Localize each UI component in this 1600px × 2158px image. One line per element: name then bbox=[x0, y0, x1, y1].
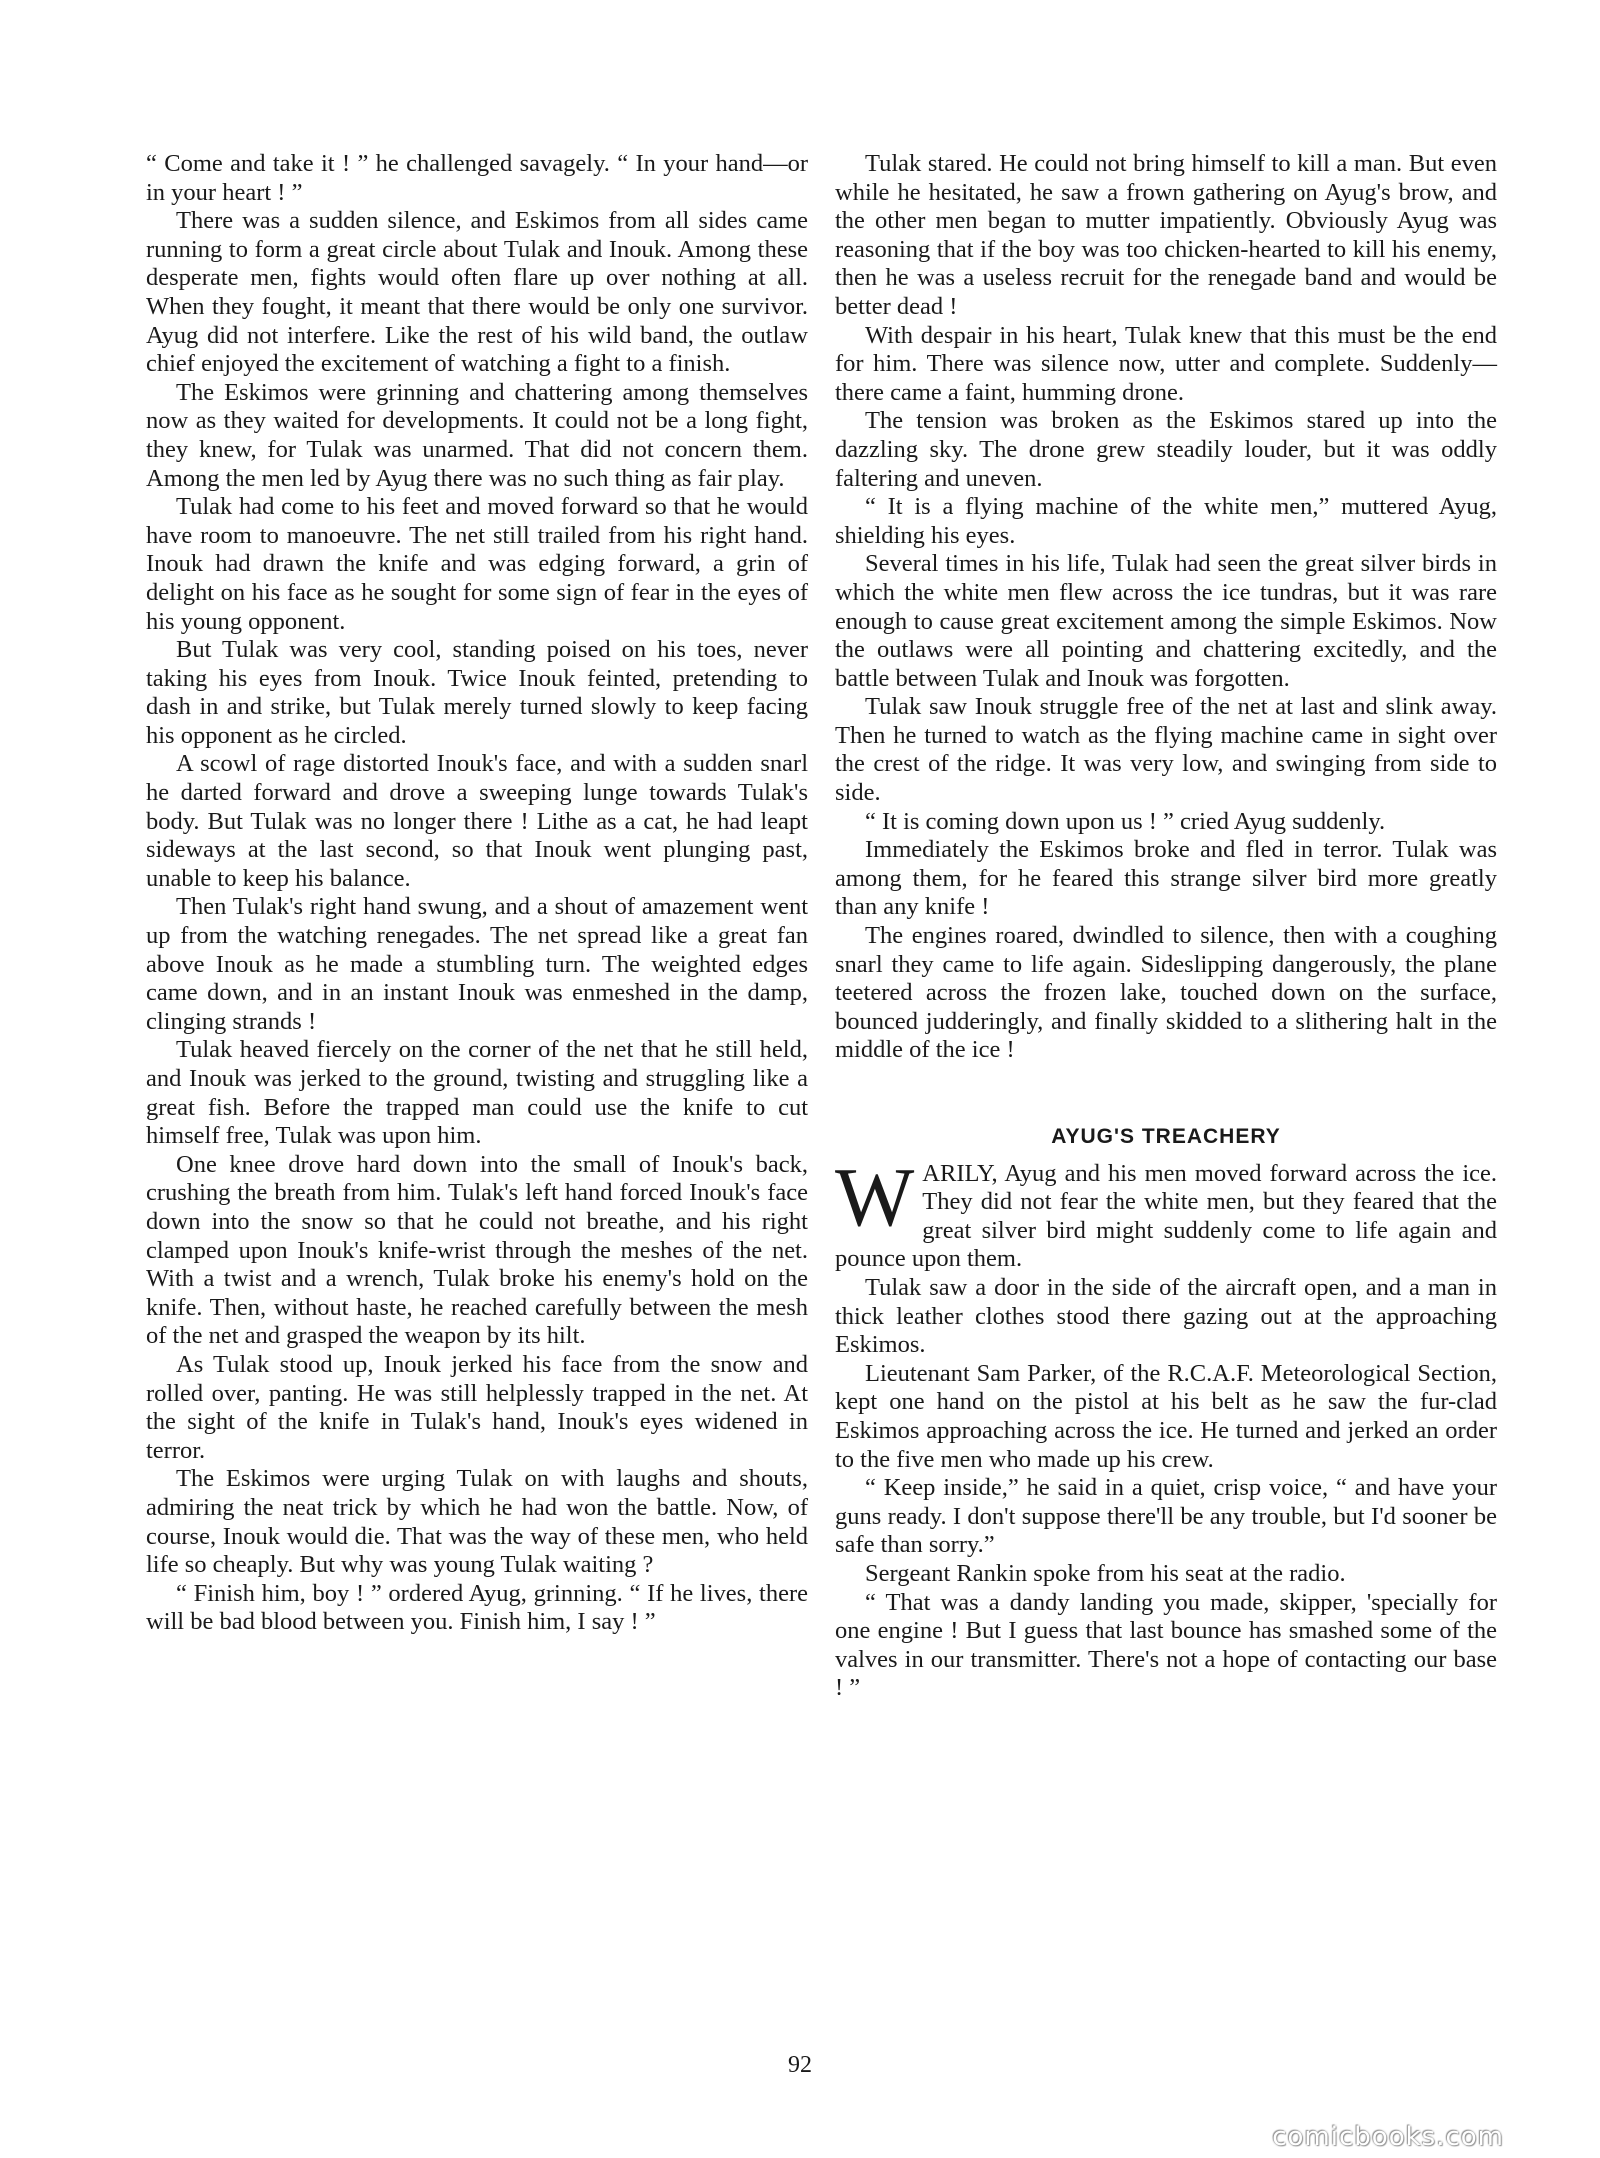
paragraph: Sergeant Rankin spoke from his seat at the radio. bbox=[865, 1559, 1346, 1587]
paragraph: The Eskimos were urging Tulak on with laughs and shouts, admiring the neat trick by which he had won the battle. Now, of course, Inouk would die. That was the way of these men, who held life so cheaply. But why was young Tulak waiting ? bbox=[146, 1465, 808, 1579]
paragraph: Tulak saw a door in the side of the aircraft open, and a man in thick leather clothes stood there gazing out at the approaching Eskimos. bbox=[835, 1273, 1497, 1359]
paragraph: As Tulak stood up, Inouk jerked his face from the snow and rolled over, panting. He was still helplessly trapped in the net. At the sight of the knife in Tulak's hand, Inouk's eyes widened in terror. bbox=[146, 1350, 808, 1464]
dropcap-text: ARILY, Ayug and his men moved forward across the ice. They did not fear the white men, but they feared that the great silver bird might suddenly come to life again and pounce upon them. bbox=[835, 1159, 1497, 1273]
paragraph: Lieutenant Sam Parker, of the R.C.A.F. Meteorological Section, kept one hand on the pistol at his belt as he saw the fur-clad Eskimos approaching across the ice. He turned and jerked an order to the five men who made up his crew. bbox=[835, 1359, 1497, 1473]
paragraph: “ Come and take it ! ” he challenged savagely. “ In your hand—or in your heart ! ” bbox=[146, 150, 808, 206]
left-column bbox=[146, 150, 808, 1637]
paragraph: Then Tulak's right hand swung, and a shout of amazement went up from the watching renegades. The net spread like a great fan above Inouk as he made a stumbling turn. The weighted edges came down, and in an instant Inouk was enmeshed in the damp, clinging strands ! bbox=[146, 893, 808, 1035]
paragraph: Tulak had come to his feet and moved forward so that he would have room to manoeuvre. The net still trailed from his right hand. Inouk had drawn the knife and was edging forward, a grin of delight on his face as he sought for some sign of fear in the eyes of his young opponent. bbox=[146, 493, 808, 635]
paragraph: “ That was a dandy landing you made, skipper, 'specially for one engine ! But I guess that last bounce has smashed some of the valves in our transmitter. There's not a hope of contacting our base ! ” bbox=[835, 1588, 1497, 1702]
paragraph: “ Keep inside,” he said in a quiet, crisp voice, “ and have your guns ready. I don't suppose there'll be any trouble, but I'd sooner be safe than sorry.” bbox=[835, 1474, 1497, 1559]
paragraph: The engines roared, dwindled to silence, then with a coughing snarl they came to life again. Sideslipping dangerously, the plane teetered across the frozen lake, touched down on the surface, bounced judderingly, and finally skidded to a slithering halt in the middle of the ice ! bbox=[835, 922, 1497, 1064]
watermark: comicbooks.com bbox=[1272, 2122, 1504, 2152]
paragraph: “ It is coming down upon us ! ” cried Ayug suddenly. bbox=[865, 807, 1386, 835]
paragraph: Tulak saw Inouk struggle free of the net at last and slink away. Then he turned to watch as the flying machine came in sight over the crest of the ridge. It was very low, and swinging from side to side. bbox=[835, 693, 1497, 807]
dropcap-letter: W bbox=[835, 1150, 915, 1244]
paragraph: Tulak heaved fiercely on the corner of the net that he still held, and Inouk was jerked to the ground, twisting and struggling like a great fish. Before the trapped man could use the knife to cut himself free, Tulak was upon him. bbox=[146, 1036, 808, 1150]
paragraph: “ Finish him, boy ! ” ordered Ayug, grinning. “ If he lives, there will be bad blood between you. Finish him, I say ! ” bbox=[146, 1579, 808, 1636]
section-heading: AYUG'S TREACHERY bbox=[1051, 1125, 1281, 1148]
page-number: 92 bbox=[788, 2052, 812, 2078]
paragraph: A scowl of rage distorted Inouk's face, and with a sudden snarl he darted forward and drove a sweeping lunge towards Tulak's body. But Tulak was no longer there ! Lithe as a cat, he had leapt sideways at the last second, so that Inouk went plunging past, unable to keep his balance. bbox=[146, 750, 808, 892]
paragraph: The Eskimos were grinning and chattering among themselves now as they waited for developments. It could not be a long fight, they knew, for Tulak was unarmed. That did not concern them. Among the men led by Ayug there was no such thing as fair play. bbox=[146, 378, 808, 492]
paragraph: Tulak stared. He could not bring himself to kill a man. But even while he hesitated, he saw a frown gathering on Ayug's brow, and the other men began to mutter impatiently. Obviously Ayug was reasoning that if the boy was too chicken-hearted to kill his enemy, then he was a useless recruit for the renegade band and would be better dead ! bbox=[835, 150, 1497, 320]
paragraph: With despair in his heart, Tulak knew that this must be the end for him. There was silence now, utter and complete. Suddenly—there came a faint, humming drone. bbox=[835, 321, 1497, 406]
dropcap-paragraph bbox=[835, 1150, 1497, 1274]
paragraph: There was a sudden silence, and Eskimos from all sides came running to form a great circle about Tulak and Inouk. Among these desperate men, fights would often flare up over nothing at all. When they fought, it meant that there would be only one survivor. Ayug did not interfere. Like the rest of his wild band, the outlaw chief enjoyed the excitement of watching a fight to a finish. bbox=[146, 207, 808, 378]
right-column bbox=[835, 150, 1497, 1703]
paragraph: Several times in his life, Tulak had seen the great silver birds in which the white men flew across the ice tundras, but it was rare enough to cause great excitement among the simple Eskimos. Now the outlaws were all pointing and chattering excitedly, and the battle between Tulak and Inouk was forgotten. bbox=[835, 550, 1497, 692]
paragraph: One knee drove hard down into the small of Inouk's back, crushing the breath from him. Tulak's left hand forced Inouk's face down into the snow so that he could not breathe, and his right clamped upon Inouk's knife-wrist through the meshes of the net. With a twist and a wrench, Tulak broke his enemy's hold on the knife. Then, without haste, he reached carefully between the mesh of the net and grasped the weapon by its hilt. bbox=[146, 1150, 808, 1350]
paragraph: But Tulak was very cool, standing poised on his toes, never taking his eyes from Inouk. Twice Inouk feinted, pretending to dash in and strike, but Tulak merely turned slowly to keep facing his opponent as he circled. bbox=[146, 636, 808, 749]
paragraph: “ It is a flying machine of the white men,” muttered Ayug, shielding his eyes. bbox=[835, 493, 1497, 549]
paragraph: The tension was broken as the Eskimos stared up into the dazzling sky. The drone grew steadily louder, but it was oddly faltering and uneven. bbox=[835, 407, 1497, 492]
paragraph: Immediately the Eskimos broke and fled in terror. Tulak was among them, for he feared this strange silver bird more greatly than any knife ! bbox=[835, 836, 1497, 921]
